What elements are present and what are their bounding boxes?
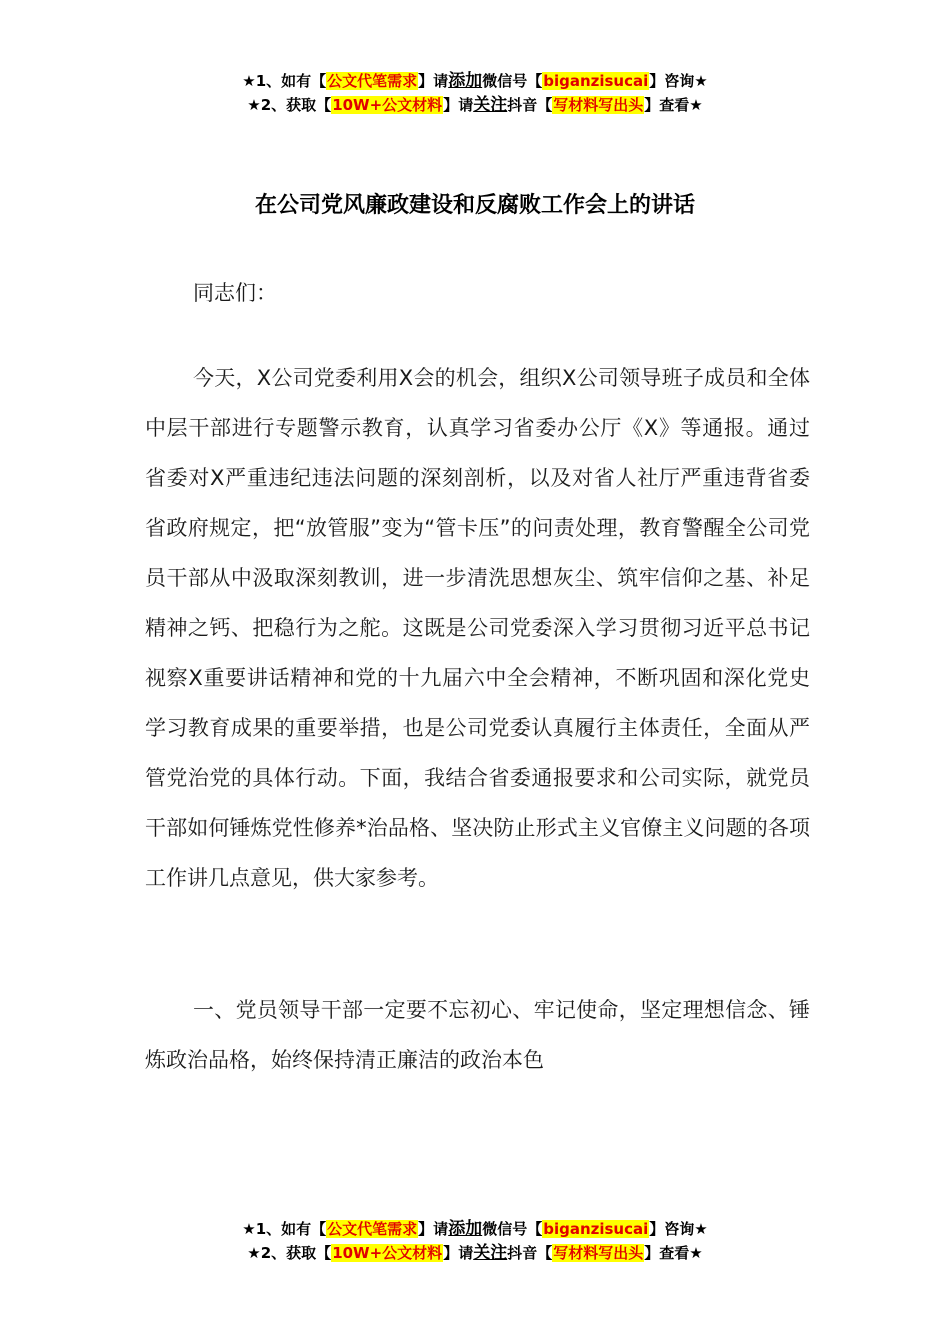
document-title: 在公司党风廉政建设和反腐败工作会上的讲话 (254, 193, 695, 218)
header-ad-line-2 (0, 93, 950, 117)
ad-underlined-text: 关注 (473, 95, 508, 115)
ad-wechat-id: biganzisucai (543, 72, 649, 90)
header-ad-banner (0, 69, 950, 117)
ad-text: 微信号【 (482, 72, 543, 90)
ad-text: 微信号【 (482, 1220, 543, 1238)
ad-underlined-text: 关注 (473, 1243, 508, 1263)
section-1-heading: 一、党员领导干部一定要不忘初心、牢记使命，坚定理想信念、锤炼政治品格，始终保持清正廉洁的政治本色 (145, 998, 810, 1072)
ad-douyin-account: 写材料写出头 (553, 1244, 644, 1262)
ad-text: 】查看★ (644, 1244, 703, 1262)
ad-text: 】请 (443, 96, 474, 114)
ad-highlight: 10W+公文材料 (332, 1244, 443, 1262)
ad-text: 】查看★ (644, 96, 703, 114)
ad-text: 】咨询★ (649, 72, 708, 90)
ad-text: 抖音【 (507, 1244, 553, 1262)
ad-wechat-id: biganzisucai (543, 1220, 649, 1238)
ad-text: ★2、获取【 (247, 96, 332, 114)
paragraph-1: 今天，X公司党委利用X会的机会，组织X公司领导班子成员和全体中层干部进行专题警示教育，认真学习省委办公厅《X》等通报。通过省委对X严重违纪违法问题的深刻剖析，以及对省人社厅严重违背省委省政府规定，把“放管服”变为“管卡压”的问责处理，教育警醒全公司党员干部从中汲取深刻教训，进一步清洗思想灰尘、筑牢信仰之基、补足精神之钙、把稳行为之舵。这既是公司党委深入学习贯彻习近平总书记视察X重要讲话精神和党的十九届六中全会精神，不断巩固和深化党史学习教育成果的重要举措，也是公司党委认真履行主体责任，全面从严管党治党的具体行动。下面，我结合省委通报要求和公司实际，就党员干部如何锤炼党性修养*治品格、坚决防止形式主义官僚主义问题的各项工作讲几点意见，供大家参考。 (145, 366, 810, 890)
ad-text: 】请 (418, 72, 449, 90)
footer-ad-banner (0, 1217, 950, 1265)
ad-text: 抖音【 (507, 96, 553, 114)
footer-ad-line-2 (0, 1241, 950, 1265)
ad-text: 】请 (418, 1220, 449, 1238)
ad-underlined-text: 添加 (448, 71, 483, 91)
greeting: 同志们： (193, 281, 277, 305)
ad-text: ★2、获取【 (247, 1244, 332, 1262)
ad-underlined-text: 添加 (448, 1219, 483, 1239)
ad-text: ★1、如有【 (242, 1220, 327, 1238)
ad-text: ★1、如有【 (242, 72, 327, 90)
ad-douyin-account: 写材料写出头 (553, 96, 644, 114)
footer-ad-line-1 (0, 1217, 950, 1241)
ad-highlight: 公文代笔需求 (327, 72, 418, 90)
header-ad-line-1 (0, 69, 950, 93)
ad-text: 】请 (443, 1244, 474, 1262)
ad-text: 】咨询★ (649, 1220, 708, 1238)
ad-highlight: 10W+公文材料 (332, 96, 443, 114)
ad-highlight: 公文代笔需求 (327, 1220, 418, 1238)
